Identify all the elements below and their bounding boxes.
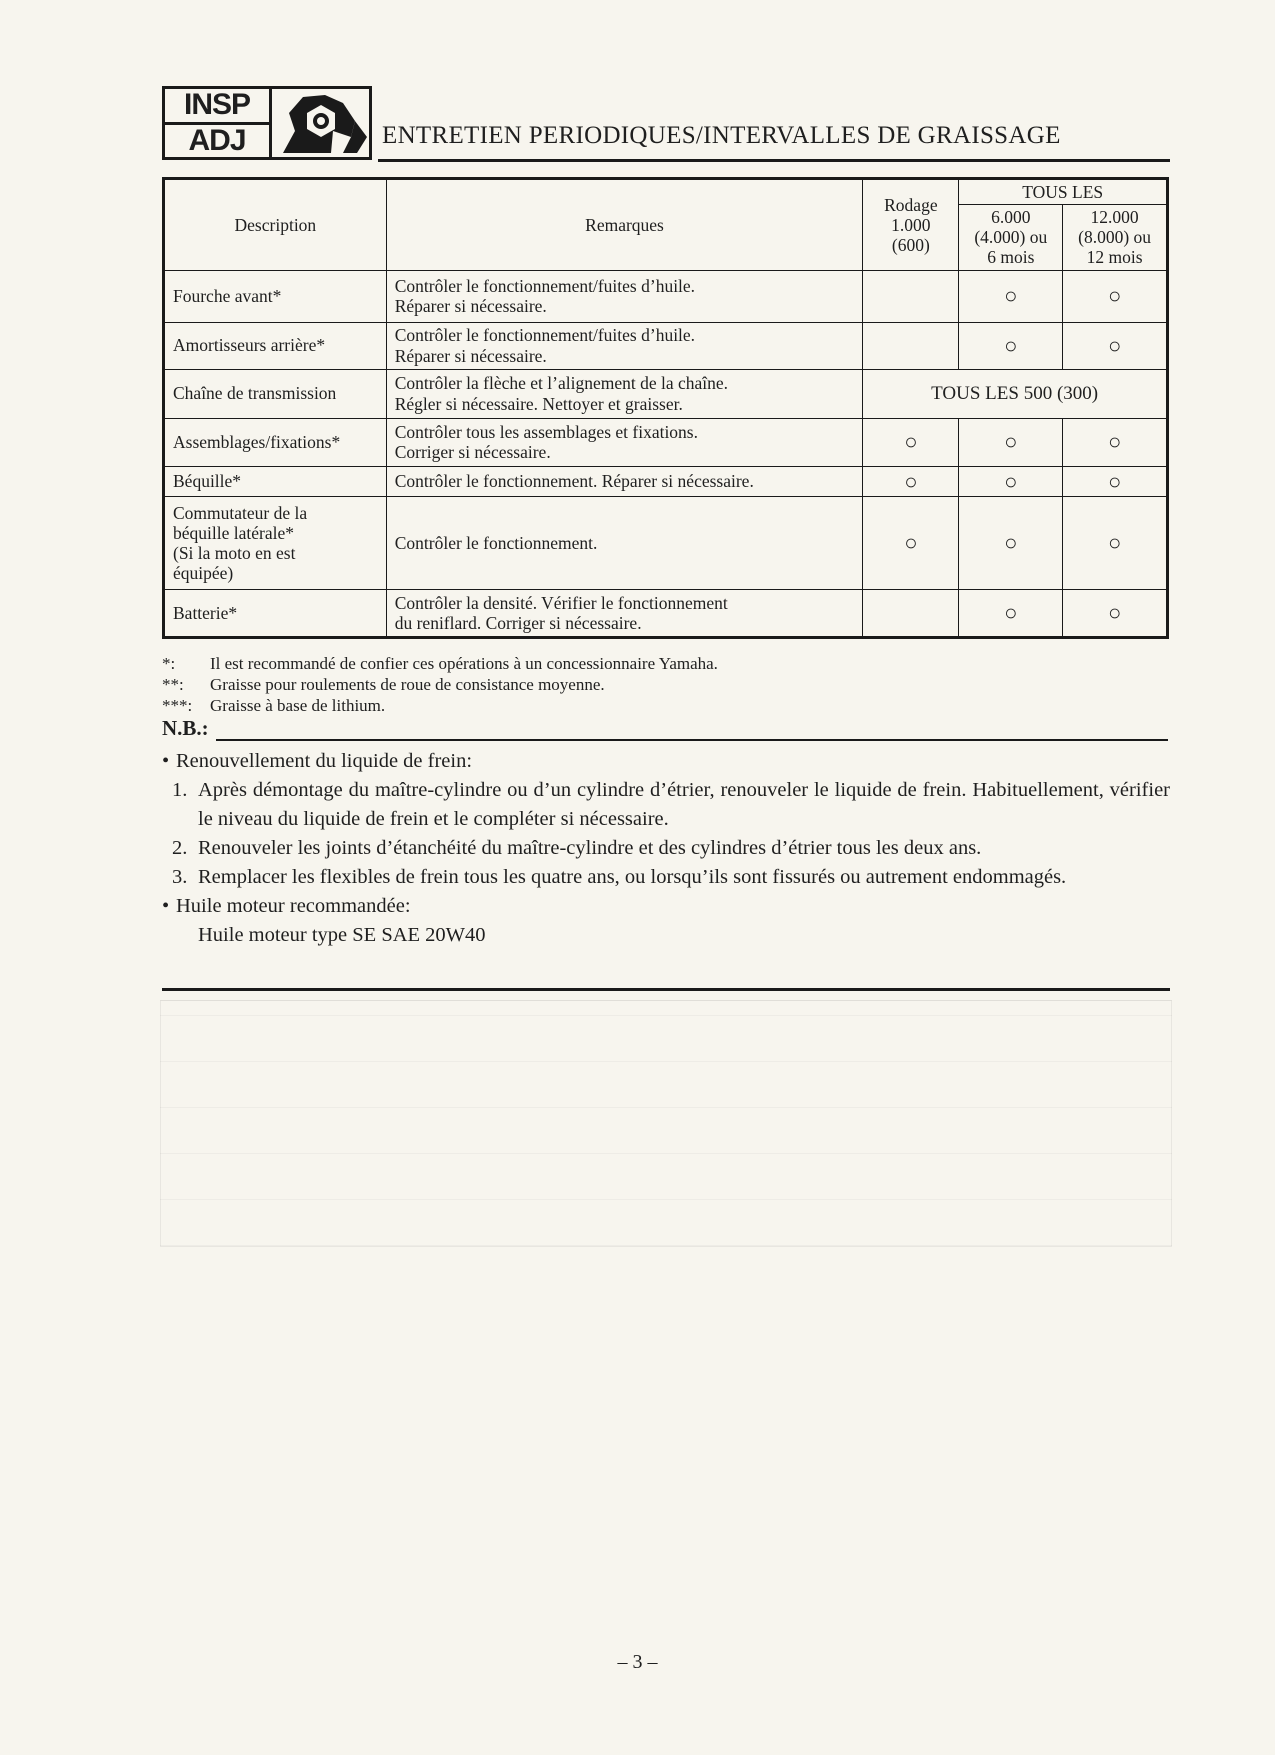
rodage-km: 1.000 [891, 214, 931, 235]
badge-top-label: INSP [183, 88, 251, 122]
bullet-item [162, 747, 1170, 776]
item-text: Remplacer les flexibles de frein tous les quatre ans, ou lorsqu’ils sont fissurés ou autrement endommagés. [198, 866, 1067, 888]
item-number: 1. [172, 779, 188, 801]
item-number: 2. [172, 837, 188, 859]
remark-line: Contrôler le fonctionnement. Réparer si nécessaire. [394, 471, 754, 492]
footnotes [162, 653, 718, 716]
remark-line: Corriger si nécessaire. [394, 442, 551, 462]
col-header-6000 [959, 205, 1063, 270]
row-description [164, 589, 387, 637]
bullet-dot-icon: • [162, 895, 170, 917]
footnote-text: Graisse pour roulements de roue de consistance moyenne. [210, 675, 605, 694]
col-header-tous-les: TOUS LES [959, 179, 1168, 205]
row-description [164, 496, 387, 589]
wrench-nut-icon [272, 89, 369, 157]
bullet-text: Huile moteur recommandée: [176, 895, 411, 917]
bullet-dot-icon: • [162, 750, 170, 772]
footnote-text: Graisse à base de lithium. [210, 696, 386, 715]
table-row [164, 270, 1168, 322]
footnote [162, 695, 718, 716]
maintenance-table [162, 177, 1169, 639]
badge-text [165, 89, 272, 157]
section-end-rule [162, 988, 1170, 991]
row-description [164, 322, 387, 369]
cell-12000: ○ [1063, 322, 1168, 369]
desc-line: Batterie* [173, 602, 238, 623]
cell-6000: ○ [959, 589, 1063, 637]
remark-line: Contrôler le fonctionnement/fuites d’huile. [394, 325, 696, 346]
table-row [164, 466, 1168, 496]
row-description [164, 369, 387, 418]
row-remarks [386, 589, 863, 637]
cell-rodage: ○ [863, 418, 959, 466]
desc-line: béquille latérale* [173, 522, 294, 543]
cell-12000: ○ [1063, 418, 1168, 466]
row-remarks [386, 369, 863, 418]
footnote [162, 653, 718, 674]
row-remarks [386, 496, 863, 589]
footnote [162, 674, 718, 695]
title-underline [378, 159, 1170, 162]
cell-6000: ○ [959, 496, 1063, 589]
row-description [164, 466, 387, 496]
desc-line: (Si la moto en est [173, 542, 296, 563]
cell-6000: ○ [959, 270, 1063, 322]
cell-12000: ○ [1063, 589, 1168, 637]
bullet-text: Renouvellement du liquide de frein: [176, 750, 473, 772]
cell-6000: ○ [959, 322, 1063, 369]
cell-12000: ○ [1063, 270, 1168, 322]
interval-2-months: 12 mois [1086, 247, 1143, 268]
rodage-label: Rodage [884, 194, 938, 215]
desc-line: équipée) [173, 562, 234, 583]
page-number: – 3 – [617, 1651, 658, 1673]
page-title: ENTRETIEN PERIODIQUES/INTERVALLES DE GRAISSAGE [382, 122, 1061, 149]
remark-line: du reniflard. Corriger si nécessaire. [394, 612, 642, 633]
cell-6000: ○ [959, 418, 1063, 466]
interval-2-km: 12.000 [1090, 207, 1139, 228]
oil-type: Huile moteur type SE SAE 20W40 [198, 924, 486, 946]
remark-line: Réparer si nécessaire. [394, 296, 547, 316]
row-remarks [386, 322, 863, 369]
rodage-mi: (600) [891, 234, 930, 255]
row-remarks [386, 270, 863, 322]
remark-line: Régler si nécessaire. Nettoyer et graisser. [394, 393, 683, 414]
remark-line: Contrôler la flèche et l’alignement de la chaîne. [394, 373, 729, 394]
cell-rodage: ○ [863, 466, 959, 496]
interval-1-mi: (4.000) ou [974, 227, 1048, 248]
desc-line: Béquille* [173, 471, 242, 492]
footnote-text: Il est recommandé de confier ces opérations à un concessionnaire Yamaha. [210, 654, 718, 673]
desc-line: Amortisseurs arrière* [173, 335, 326, 356]
bleed-through-shadow [160, 1000, 1172, 1247]
item-text: Renouveler les joints d’étanchéité du maître-cylindre et des cylindres d’étrier tous les deux ans. [198, 837, 982, 859]
item-number: 3. [172, 866, 188, 888]
footnote-symbol: **: [162, 675, 184, 694]
notes-section [162, 747, 1170, 950]
remark-line: Réparer si nécessaire. [394, 345, 547, 366]
interval-2-mi: (8.000) ou [1078, 227, 1152, 248]
row-description [164, 418, 387, 466]
table-row [164, 369, 1168, 418]
remark-line: Contrôler la densité. Vérifier le fonctionnement [394, 592, 728, 613]
numbered-item [162, 834, 1170, 863]
remark-line: Contrôler le fonctionnement. [394, 532, 598, 553]
table-row [164, 322, 1168, 369]
cell-every-interval: TOUS LES 500 (300) [863, 369, 1168, 418]
cell-rodage [863, 589, 959, 637]
row-remarks [386, 418, 863, 466]
cell-rodage: ○ [863, 496, 959, 589]
table-row [164, 496, 1168, 589]
table-row [164, 418, 1168, 466]
desc-line: Fourche avant* [173, 285, 282, 306]
cell-rodage [863, 270, 959, 322]
insp-adj-badge [162, 86, 372, 160]
interval-1-km: 6.000 [991, 207, 1031, 228]
bullet-item [162, 892, 1170, 921]
col-header-12000 [1063, 205, 1168, 270]
item-text: Après démontage du maître-cylindre ou d’un cylindre d’étrier, renouveler le liquide de frein. Habituellement, vérifier le niveau du liquide de frein et le compléter si nécessaire. [198, 779, 1170, 830]
cell-12000: ○ [1063, 466, 1168, 496]
col-header-description: Description [164, 179, 387, 271]
row-remarks [386, 466, 863, 496]
desc-line: Assemblages/fixations* [173, 431, 341, 452]
table-row [164, 589, 1168, 637]
interval-1-months: 6 mois [987, 247, 1035, 268]
remark-line: Contrôler le fonctionnement/fuites d’huile. [394, 275, 696, 296]
nb-rule [216, 739, 1168, 741]
col-header-remarques: Remarques [386, 179, 863, 271]
cell-12000: ○ [1063, 496, 1168, 589]
cell-6000: ○ [959, 466, 1063, 496]
numbered-item [162, 863, 1170, 892]
footnote-symbol: *: [162, 654, 176, 673]
numbered-item [162, 776, 1170, 834]
badge-bottom-label: ADJ [165, 122, 269, 158]
table-header-row [164, 179, 1168, 205]
cell-rodage [863, 322, 959, 369]
desc-line: Chaîne de transmission [173, 383, 337, 404]
row-description [164, 270, 387, 322]
desc-line: Commutateur de la [173, 502, 308, 523]
remark-line: Contrôler tous les assemblages et fixations. [394, 421, 698, 442]
nb-label: N.B.: [162, 716, 209, 740]
footnote-symbol: ***: [162, 696, 193, 715]
col-header-rodage [863, 179, 959, 271]
